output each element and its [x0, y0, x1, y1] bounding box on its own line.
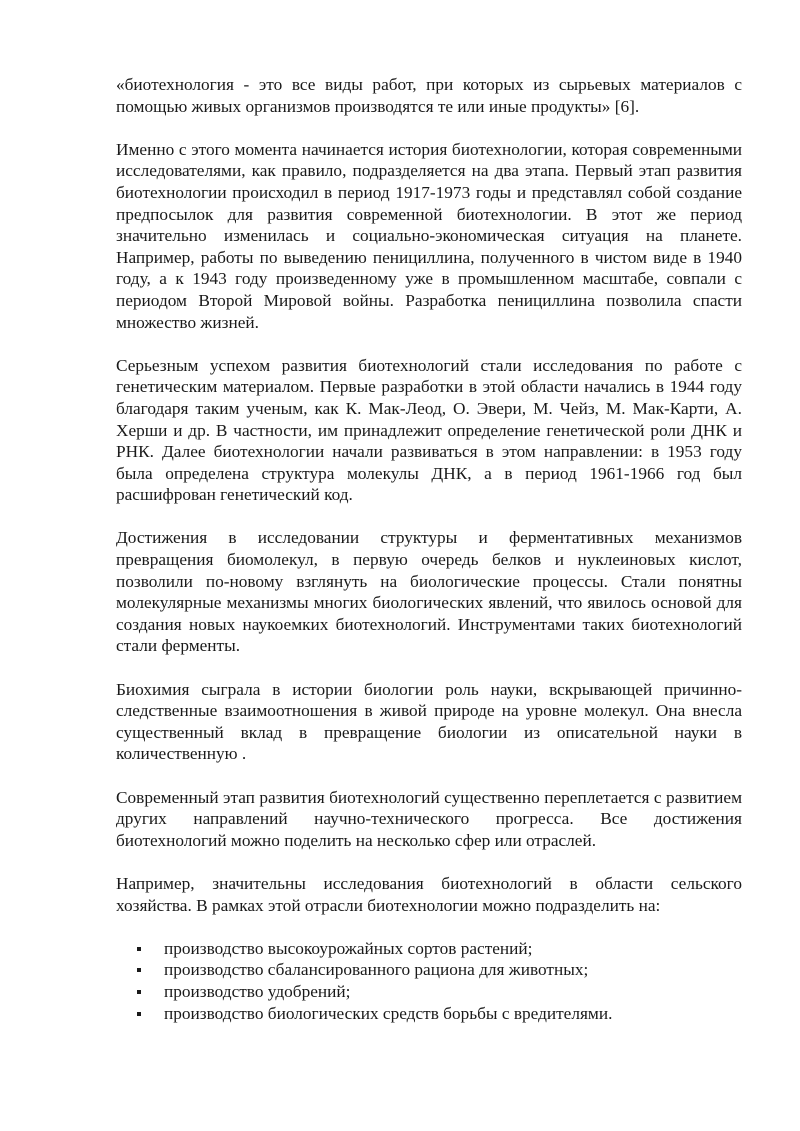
- paragraph-modern-stage: Современный этап развития биотехнологий существенно переплетается с развитием других направлений научно-технического прогресса. Все достижения биотехнологий можно поделить на несколько сфер или отраслей.: [116, 787, 742, 850]
- list-item: [116, 1003, 742, 1025]
- list-item: [116, 938, 742, 960]
- list-item: [116, 959, 742, 981]
- square-bullet-icon: [137, 968, 141, 972]
- list-item-text: производство удобрений;: [164, 981, 351, 1001]
- bullet-list: [116, 938, 742, 1024]
- list-item-text: производство биологических средств борьбы с вредителями.: [164, 1003, 613, 1023]
- list-item: [116, 981, 742, 1003]
- square-bullet-icon: [137, 947, 141, 951]
- list-item-text: производство сбалансированного рациона для животных;: [164, 960, 589, 980]
- square-bullet-icon: [137, 1012, 141, 1016]
- list-item-text: производство высокоурожайных сортов растений;: [164, 938, 533, 958]
- paragraph-definition: «биотехнология - это все виды работ, при которых из сырьевых материалов с помощью живых организмов производятся те или иные продукты» [6].: [116, 75, 742, 116]
- paragraph-history-stages: Именно с этого момента начинается история биотехнологии, которая современными исследователями, как правило, подразделяется на два этапа. Первый этап развития биотехнологии происходил в период 1917-1973 годы и представлял собой создание предпосылок для развития современной биотехнологии. В этот же период значительно изменилась и социально-экономическая ситуация на планете. Например, работы по выведению пенициллина, полученного в чистом виде в 1940 году, а к 1943 году произведенному уже в промышленном масштабе, совпали с периодом Второй Мировой войны. Разработка пенициллина позволила спасти множество жизней.: [116, 139, 742, 332]
- paragraph-agriculture-intro: Например, значительны исследования биотехнологий в области сельского хозяйства. В рамках этой отрасли биотехнологии можно подразделить на:: [116, 873, 742, 915]
- paragraph-enzymes: Достижения в исследовании структуры и ферментативных механизмов превращения биомолекул, в первую очередь белков и нуклеиновых кислот, позволили по-новому взглянуть на биологические процессы. Стали понятны молекулярные механизмы многих биологических явлений, что явилось основой для создания новых наукоемких биотехнологий. Инструментами таких биотехнологий стали ферменты.: [116, 528, 742, 656]
- paragraph-biochemistry: Биохимия сыграла в истории биологии роль науки, вскрывающей причинно-следственные взаимоотношения в живой природе на уровне молекул. Она внесла существенный вклад в превращение биологии из описательной науки в количественную .: [116, 679, 742, 764]
- square-bullet-icon: [137, 990, 141, 994]
- document-page: [116, 74, 742, 1024]
- paragraph-genetics: Серьезным успехом развития биотехнологий стали исследования по работе с генетическим материалом. Первые разработки в этой области начались в 1944 году благодаря таким ученым, как К. Мак-Леод, О. Эвери, М. Чейз, М. Мак-Карти, А. Херши и др. В частности, им принадлежит определение генетической роли ДНК и РНК. Далее биотехнологии начали развиваться в этом направлении: в 1953 году была определена структура молекулы ДНК, а в период 1961-1966 год был расшифрован генетический код.: [116, 355, 742, 505]
